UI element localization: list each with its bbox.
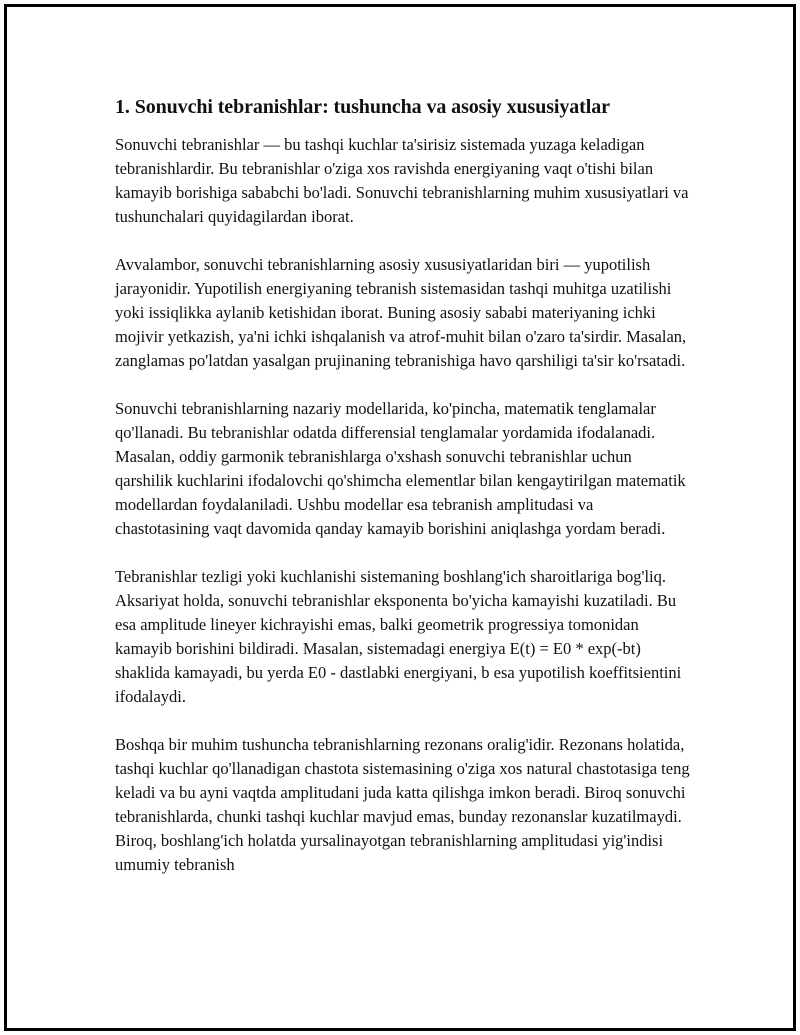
paragraph-2: Avvalambor, sonuvchi tebranishlarning asosiy xususiyatlaridan biri — yupotilish jarayonidir. Yupotilish energiyaning tebranish sistemasidan tashqi muhitga uzatilishi yoki issiqlikka aylanib ketishidan iborat. Buning asosiy sababi materiyaning ichki mojivir yetkazish, ya'ni ichki ishqalanish va atrof-muhit bilan o'zaro ta'sirdir. Masalan, zanglamas po'latdan yasalgan prujinaning tebranishiga havo qarshiligi ta'sir ko'rsatadi. xyxy=(115,255,687,370)
paragraph-4: Tebranishlar tezligi yoki kuchlanishi sistemaning boshlang'ich sharoitlariga bog'liq. Aksariyat holda, sonuvchi tebranishlar eksponenta bo'yicha kamayishi kuzatiladi. Bu esa amplitude lineyer kichrayishi emas, balki geometrik progressiya tomonidan kamayib borishini bildiradi. Masalan, sistemadagi energiya E(t) = E0 * exp(-bt) shaklida kamayadi, bu yerda E0 - dastlabki energiyani, b esa yupotilish koeffitsientini ifodalaydi. xyxy=(115,567,682,706)
section-heading: 1. Sonuvchi tebranishlar: tushuncha va asosiy xususiyatlar xyxy=(115,96,610,118)
document-body xyxy=(115,93,690,901)
paragraph-5: Boshqa bir muhim tushuncha tebranishlarning rezonans oralig'idir. Rezonans holatida, tashqi kuchlar qo'llanadigan chastota sistemasining o'ziga xos natural chastotasiga teng keladi va bu ayni vaqtda amplitudani juda katta qilishga imkon beradi. Biroq sonuvchi tebranishlarda, chunki tashqi kuchlar mavjud emas, bunday rezonanslar kuzatilmaydi. Biroq, boshlang'ich holatda yursalinayotgan tebranishlarning amplitudasi yig'indisi umumiy tebranish xyxy=(115,735,690,874)
paragraph-3: Sonuvchi tebranishlarning nazariy modellarida, ko'pincha, matematik tenglamalar qo'llanadi. Bu tebranishlar odatda differensial tenglamalar yordamida ifodalanadi. Masalan, oddiy garmonik tebranishlarga o'xshash sonuvchi tebranishlar uchun qarshilik kuchlarini ifodalovchi qo'shimcha elementlar bilan kengaytirilgan matematik modellardan foydalaniladi. Ushbu modellar esa tebranish amplitudasi va chastotasining vaqt davomida qanday kamayib borishini aniqlashga yordam beradi. xyxy=(115,399,686,538)
paragraph-1: Sonuvchi tebranishlar — bu tashqi kuchlar ta'sirisiz sistemada yuzaga keladigan tebranishlardir. Bu tebranishlar o'ziga xos ravishda energiyaning vaqt o'tishi bilan kamayib borishiga sababchi bo'ladi. Sonuvchi tebranishlarning muhim xususiyatlari va tushunchalari quyidagilardan iborat. xyxy=(115,135,689,226)
